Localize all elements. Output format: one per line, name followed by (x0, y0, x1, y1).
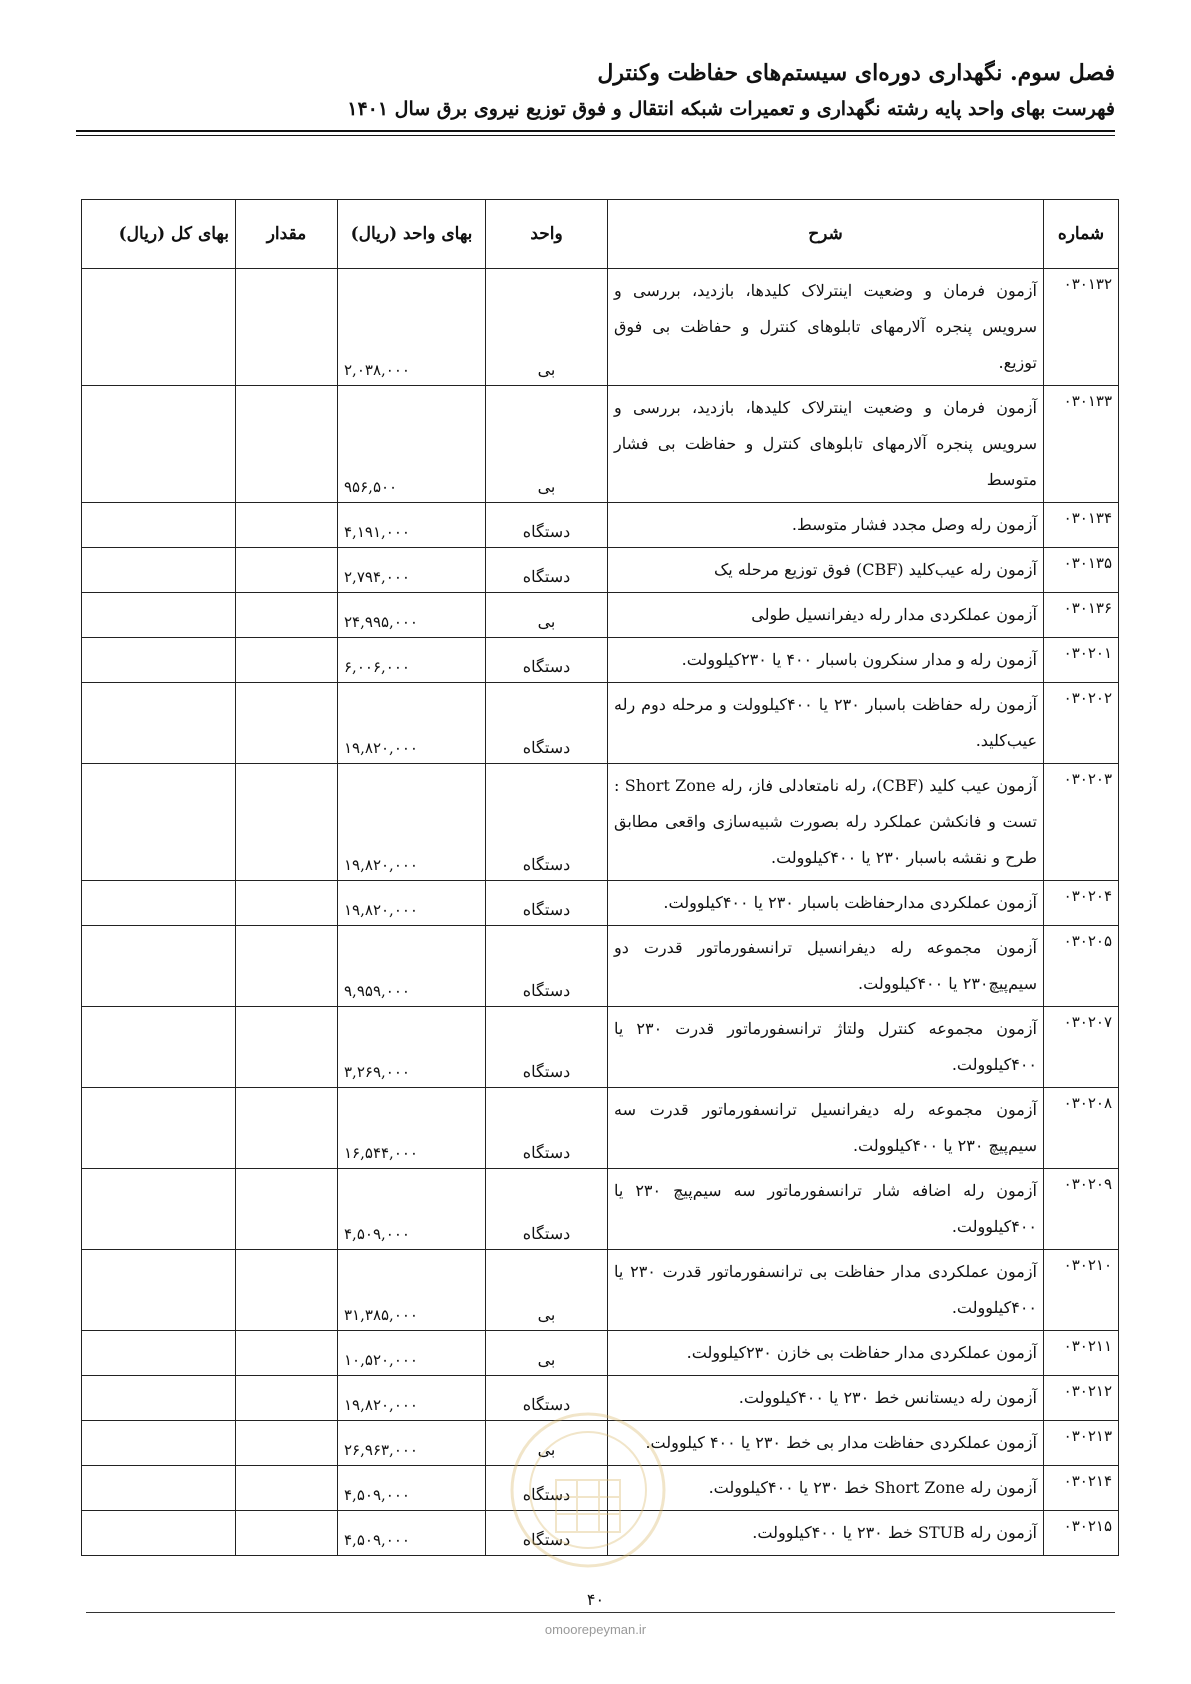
table-row (82, 764, 1119, 881)
cell-total-price (82, 926, 236, 1007)
cell-total-price (82, 1088, 236, 1169)
cell-number: ۰۳۰۲۱۵ (1044, 1511, 1119, 1556)
cell-unit: دستگاه (486, 1511, 608, 1556)
cell-quantity (236, 386, 338, 503)
cell-number: ۰۳۰۲۰۱ (1044, 638, 1119, 683)
cell-total-price (82, 548, 236, 593)
cell-quantity (236, 638, 338, 683)
cell-unit-price: ۱۹,۸۲۰,۰۰۰ (338, 881, 486, 926)
cell-unit-price: ۲۴,۹۹۵,۰۰۰ (338, 593, 486, 638)
cell-unit-price: ۹۵۶,۵۰۰ (338, 386, 486, 503)
cell-unit: دستگاه (486, 638, 608, 683)
price-list-table (81, 199, 1119, 1556)
cell-unit-price: ۱۹,۸۲۰,۰۰۰ (338, 683, 486, 764)
cell-unit-price: ۳,۲۶۹,۰۰۰ (338, 1007, 486, 1088)
cell-unit-price: ۱۰,۵۲۰,۰۰۰ (338, 1331, 486, 1376)
cell-total-price (82, 1007, 236, 1088)
cell-unit: دستگاه (486, 926, 608, 1007)
cell-description: آزمون فرمان و وضعیت اینترلاک کلیدها، بازدید، بررسی و سرویس پنجره آلارمهای تابلوهای کنترل و حفاظت بی فشار متوسط (608, 386, 1044, 503)
cell-number: ۰۳۰۲۰۵ (1044, 926, 1119, 1007)
cell-number: ۰۳۰۲۰۲ (1044, 683, 1119, 764)
cell-number: ۰۳۰۲۱۲ (1044, 1376, 1119, 1421)
cell-unit: بی (486, 1421, 608, 1466)
cell-unit: دستگاه (486, 683, 608, 764)
table-row (82, 1169, 1119, 1250)
header-rule-thin (76, 135, 1115, 136)
cell-unit: بی (486, 1331, 608, 1376)
table-row (82, 683, 1119, 764)
cell-total-price (82, 593, 236, 638)
column-header-number: شماره (1044, 200, 1119, 269)
site-watermark-text: omoorepeyman.ir (544, 1622, 647, 1637)
cell-number: ۰۳۰۲۰۷ (1044, 1007, 1119, 1088)
header-rule-thick (76, 130, 1115, 132)
cell-unit: دستگاه (486, 1466, 608, 1511)
cell-quantity (236, 1376, 338, 1421)
cell-number: ۰۳۰۲۱۳ (1044, 1421, 1119, 1466)
cell-total-price (82, 1421, 236, 1466)
cell-total-price (82, 269, 236, 386)
cell-total-price (82, 764, 236, 881)
cell-number: ۰۳۰۲۰۳ (1044, 764, 1119, 881)
column-header-quantity: مقدار (236, 200, 338, 269)
document-subtitle: فهرست بهای واحد پایه رشته نگهداری و تعمیرات شبکه انتقال و فوق توزیع نیروی برق سال ۱۴۰۱ (347, 98, 1115, 120)
cell-description: آزمون رله و مدار سنکرون باسبار ۴۰۰ یا ۲۳۰کیلوولت. (608, 638, 1044, 683)
cell-total-price (82, 1376, 236, 1421)
cell-total-price (82, 638, 236, 683)
cell-total-price (82, 683, 236, 764)
cell-description: آزمون عملکردی مدارحفاظت باسبار ۲۳۰ یا ۴۰۰کیلوولت. (608, 881, 1044, 926)
cell-number: ۰۳۰۲۰۴ (1044, 881, 1119, 926)
seal-outer-ring (512, 1414, 664, 1566)
column-header-total-price: بهای کل (ریال) (82, 200, 236, 269)
table-row (82, 1088, 1119, 1169)
seal-grid (556, 1480, 620, 1532)
cell-unit-price: ۶,۰۰۶,۰۰۰ (338, 638, 486, 683)
cell-quantity (236, 1007, 338, 1088)
cell-number: ۰۳۰۲۱۴ (1044, 1466, 1119, 1511)
cell-total-price (82, 1169, 236, 1250)
column-header-unit: واحد (486, 200, 608, 269)
column-header-description: شرح (608, 200, 1044, 269)
cell-total-price (82, 1466, 236, 1511)
cell-unit: دستگاه (486, 1376, 608, 1421)
cell-description: آزمون رله دیستانس خط ۲۳۰ یا ۴۰۰کیلوولت. (608, 1376, 1044, 1421)
cell-description: آزمون عملکردی مدار حفاظت بی خازن ۲۳۰کیلوولت. (608, 1331, 1044, 1376)
cell-unit: دستگاه (486, 881, 608, 926)
column-header-unit-price: بهای واحد (ریال) (338, 200, 486, 269)
cell-number: ۰۳۰۱۳۵ (1044, 548, 1119, 593)
cell-quantity (236, 926, 338, 1007)
cell-quantity (236, 1466, 338, 1511)
cell-unit: دستگاه (486, 503, 608, 548)
page-number: ۴۰ (586, 1590, 605, 1609)
company-seal-watermark (508, 1410, 668, 1570)
cell-quantity (236, 683, 338, 764)
chapter-title: فصل سوم. نگهداری دوره‌ای سیستم‌های حفاظت وکنترل (597, 60, 1115, 86)
cell-unit-price: ۲,۷۹۴,۰۰۰ (338, 548, 486, 593)
cell-description: آزمون رله عیب‌کلید (CBF) فوق توزیع مرحله یک (608, 548, 1044, 593)
cell-quantity (236, 593, 338, 638)
cell-total-price (82, 1511, 236, 1556)
table-row (82, 269, 1119, 386)
table-row (82, 1007, 1119, 1088)
cell-quantity (236, 881, 338, 926)
cell-total-price (82, 1250, 236, 1331)
cell-unit-price: ۱۶,۵۴۴,۰۰۰ (338, 1088, 486, 1169)
cell-unit-price: ۲۶,۹۶۳,۰۰۰ (338, 1421, 486, 1466)
cell-description: آزمون مجموعه کنترل ولتاژ ترانسفورماتور قدرت ۲۳۰ یا ۴۰۰کیلوولت. (608, 1007, 1044, 1088)
cell-unit-price: ۴,۵۰۹,۰۰۰ (338, 1511, 486, 1556)
cell-unit: بی (486, 1250, 608, 1331)
cell-unit-price: ۱۹,۸۲۰,۰۰۰ (338, 1376, 486, 1421)
cell-description: آزمون رله حفاظت باسبار ۲۳۰ یا ۴۰۰کیلوولت و مرحله دوم رله عیب‌کلید. (608, 683, 1044, 764)
cell-total-price (82, 1331, 236, 1376)
cell-quantity (236, 269, 338, 386)
table-row (82, 1250, 1119, 1331)
cell-quantity (236, 1088, 338, 1169)
cell-unit-price: ۴,۵۰۹,۰۰۰ (338, 1466, 486, 1511)
cell-unit: بی (486, 386, 608, 503)
cell-description: آزمون مجموعه رله دیفرانسیل ترانسفورماتور قدرت دو سیم‌پیچ۲۳۰ یا ۴۰۰کیلوولت. (608, 926, 1044, 1007)
cell-description: آزمون عملکردی مدار حفاظت بی ترانسفورماتور قدرت ۲۳۰ یا ۴۰۰کیلوولت. (608, 1250, 1044, 1331)
cell-number: ۰۳۰۱۳۲ (1044, 269, 1119, 386)
cell-unit: دستگاه (486, 1169, 608, 1250)
cell-total-price (82, 881, 236, 926)
cell-total-price (82, 503, 236, 548)
cell-quantity (236, 1511, 338, 1556)
cell-description: آزمون عملکردی مدار رله دیفرانسیل طولی (608, 593, 1044, 638)
cell-number: ۰۳۰۱۳۳ (1044, 386, 1119, 503)
cell-number: ۰۳۰۲۰۹ (1044, 1169, 1119, 1250)
table-row (82, 593, 1119, 638)
cell-description: آزمون رله STUB خط ۲۳۰ یا ۴۰۰کیلوولت. (608, 1511, 1044, 1556)
cell-unit: دستگاه (486, 548, 608, 593)
cell-number: ۰۳۰۱۳۶ (1044, 593, 1119, 638)
table-row (82, 881, 1119, 926)
cell-quantity (236, 1421, 338, 1466)
cell-unit: دستگاه (486, 1088, 608, 1169)
table-row (82, 1331, 1119, 1376)
cell-quantity (236, 1169, 338, 1250)
cell-number: ۰۳۰۲۱۱ (1044, 1331, 1119, 1376)
cell-number: ۰۳۰۲۰۸ (1044, 1088, 1119, 1169)
cell-description: آزمون رله Short Zone خط ۲۳۰ یا ۴۰۰کیلوولت. (608, 1466, 1044, 1511)
cell-unit-price: ۳۱,۳۸۵,۰۰۰ (338, 1250, 486, 1331)
cell-quantity (236, 503, 338, 548)
cell-description: آزمون رله اضافه شار ترانسفورماتور سه سیم‌پیچ ۲۳۰ یا ۴۰۰کیلوولت. (608, 1169, 1044, 1250)
cell-unit: بی (486, 269, 608, 386)
cell-description: آزمون فرمان و وضعیت اینترلاک کلیدها، بازدید، بررسی و سرویس پنجره آلارمهای تابلوهای کنترل و حفاظت بی فوق توزیع. (608, 269, 1044, 386)
cell-description: آزمون رله وصل مجدد فشار متوسط. (608, 503, 1044, 548)
cell-unit: دستگاه (486, 764, 608, 881)
cell-number: ۰۳۰۲۱۰ (1044, 1250, 1119, 1331)
cell-unit-price: ۲,۰۳۸,۰۰۰ (338, 269, 486, 386)
cell-unit-price: ۱۹,۸۲۰,۰۰۰ (338, 764, 486, 881)
table-row (82, 503, 1119, 548)
table-row (82, 548, 1119, 593)
table-body (82, 269, 1119, 1556)
table-row (82, 638, 1119, 683)
cell-description: آزمون عیب کلید (CBF)، رله نامتعادلی فاز، رله Short Zone : تست و فانکشن عملکرد رله بصورت شبیه‌سازی واقعی مطابق طرح و نقشه باسبار ۲۳۰ یا ۴۰۰کیلوولت. (608, 764, 1044, 881)
cell-quantity (236, 1331, 338, 1376)
table-row (82, 386, 1119, 503)
table-header-row (82, 200, 1119, 269)
cell-quantity (236, 548, 338, 593)
seal-inner-ring (530, 1432, 646, 1548)
cell-quantity (236, 764, 338, 881)
cell-description: آزمون مجموعه رله دیفرانسیل ترانسفورماتور قدرت سه سیم‌پیچ ۲۳۰ یا ۴۰۰کیلوولت. (608, 1088, 1044, 1169)
footer-rule (86, 1612, 1115, 1613)
table-row (82, 926, 1119, 1007)
cell-quantity (236, 1250, 338, 1331)
page-header (76, 58, 1115, 124)
cell-unit: بی (486, 593, 608, 638)
cell-unit: دستگاه (486, 1007, 608, 1088)
cell-unit-price: ۹,۹۵۹,۰۰۰ (338, 926, 486, 1007)
cell-total-price (82, 386, 236, 503)
cell-number: ۰۳۰۱۳۴ (1044, 503, 1119, 548)
cell-unit-price: ۴,۵۰۹,۰۰۰ (338, 1169, 486, 1250)
cell-description: آزمون عملکردی حفاظت مدار بی خط ۲۳۰ یا ۴۰۰ کیلوولت. (608, 1421, 1044, 1466)
cell-unit-price: ۴,۱۹۱,۰۰۰ (338, 503, 486, 548)
